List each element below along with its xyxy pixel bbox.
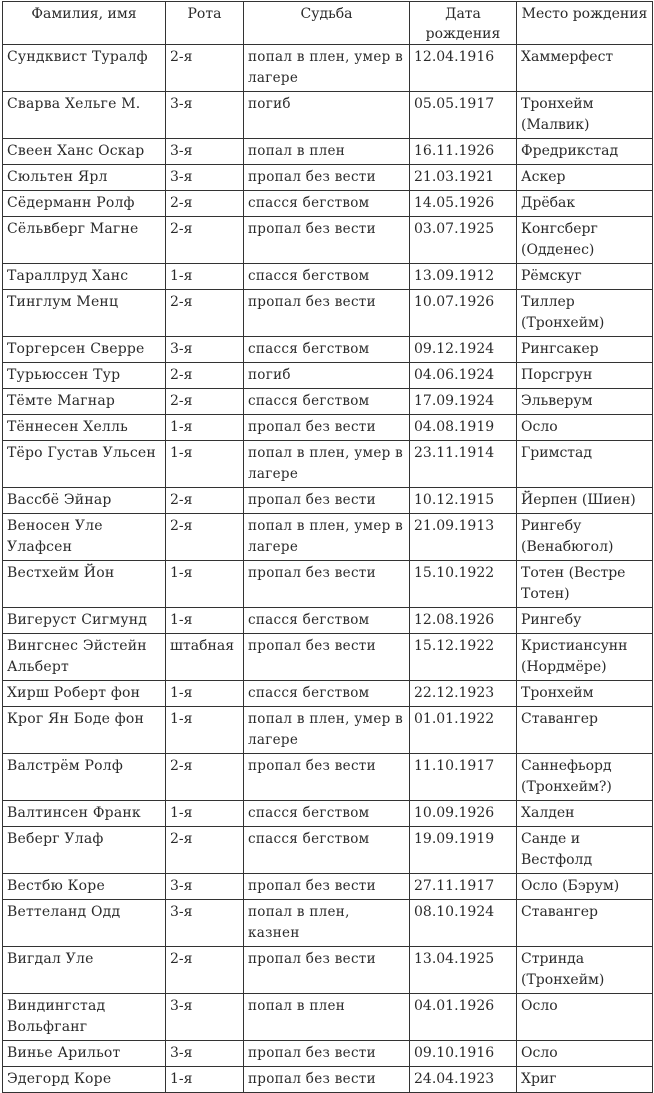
table-row xyxy=(3,415,653,441)
company-cell: 2-я xyxy=(166,514,244,561)
birth-place-cell: Рингебу (Венабюгол) xyxy=(517,514,653,561)
birth-date-cell: 27.11.1917 xyxy=(410,874,517,900)
fate-cell: спасся бегством xyxy=(244,191,410,217)
birth-date-cell: 05.05.1917 xyxy=(410,92,517,139)
name-cell: Сёльвберг Магне xyxy=(3,217,166,264)
company-cell: 1-я xyxy=(166,415,244,441)
birth-date-cell: 04.06.1924 xyxy=(410,363,517,389)
fate-cell: попал в плен xyxy=(244,994,410,1041)
name-cell: Сюльтен Ярл xyxy=(3,165,166,191)
table-row xyxy=(3,290,653,337)
birth-date-cell: 10.09.1926 xyxy=(410,801,517,827)
header-name: Фамилия, имя xyxy=(3,2,166,45)
birth-date-cell: 15.12.1922 xyxy=(410,634,517,681)
table-row xyxy=(3,707,653,754)
company-cell: 3-я xyxy=(166,337,244,363)
birth-place-cell: Рёмскуг xyxy=(517,264,653,290)
table-row xyxy=(3,92,653,139)
birth-place-cell: Фредрикстад xyxy=(517,139,653,165)
header-row xyxy=(3,2,653,45)
table-row xyxy=(3,608,653,634)
birth-place-cell: Конгсберг (Одденес) xyxy=(517,217,653,264)
name-cell: Вассбё Эйнар xyxy=(3,488,166,514)
fate-cell: спасся бегством xyxy=(244,681,410,707)
birth-place-cell: Осло xyxy=(517,415,653,441)
fate-cell: погиб xyxy=(244,92,410,139)
birth-date-cell: 21.09.1913 xyxy=(410,514,517,561)
birth-place-cell: Гримстад xyxy=(517,441,653,488)
name-cell: Тённесен Хелль xyxy=(3,415,166,441)
fate-cell: пропал без вести xyxy=(244,217,410,264)
header-birth-place: Место рождения xyxy=(517,2,653,45)
birth-date-cell: 01.01.1922 xyxy=(410,707,517,754)
name-cell: Тараллруд Ханс xyxy=(3,264,166,290)
table-row xyxy=(3,1067,653,1093)
name-cell: Виндингстад Вольфганг xyxy=(3,994,166,1041)
birth-date-cell: 22.12.1923 xyxy=(410,681,517,707)
table-row xyxy=(3,191,653,217)
birth-date-cell: 16.11.1926 xyxy=(410,139,517,165)
birth-date-cell: 03.07.1925 xyxy=(410,217,517,264)
table-row xyxy=(3,1041,653,1067)
table-row xyxy=(3,45,653,92)
fate-cell: попал в плен, казнен xyxy=(244,900,410,947)
birth-date-cell: 17.09.1924 xyxy=(410,389,517,415)
table-row xyxy=(3,363,653,389)
name-cell: Веберг Улаф xyxy=(3,827,166,874)
birth-place-cell: Санде и Вестфолд xyxy=(517,827,653,874)
table-row xyxy=(3,754,653,801)
name-cell: Тёро Густав Ульсен xyxy=(3,441,166,488)
name-cell: Хирш Роберт фон xyxy=(3,681,166,707)
birth-date-cell: 11.10.1917 xyxy=(410,754,517,801)
company-cell: 1-я xyxy=(166,608,244,634)
company-cell: 3-я xyxy=(166,139,244,165)
table-row xyxy=(3,801,653,827)
table-row xyxy=(3,947,653,994)
fate-cell: пропал без вести xyxy=(244,290,410,337)
fate-cell: спасся бегством xyxy=(244,827,410,874)
birth-place-cell: Эльверум xyxy=(517,389,653,415)
name-cell: Свеен Ханс Оскар xyxy=(3,139,166,165)
name-cell: Торгерсен Сверре xyxy=(3,337,166,363)
fate-cell: пропал без вести xyxy=(244,634,410,681)
company-cell: 3-я xyxy=(166,92,244,139)
birth-date-cell: 04.01.1926 xyxy=(410,994,517,1041)
company-cell: 2-я xyxy=(166,389,244,415)
fate-cell: спасся бегством xyxy=(244,389,410,415)
fate-cell: пропал без вести xyxy=(244,165,410,191)
fate-cell: пропал без вести xyxy=(244,415,410,441)
birth-date-cell: 15.10.1922 xyxy=(410,561,517,608)
table-row xyxy=(3,561,653,608)
company-cell: 3-я xyxy=(166,900,244,947)
company-cell: 3-я xyxy=(166,1041,244,1067)
birth-place-cell: Тиллер (Тронхейм) xyxy=(517,290,653,337)
fate-cell: попал в плен, умер в лагере xyxy=(244,707,410,754)
birth-place-cell: Ставангер xyxy=(517,900,653,947)
birth-place-cell: Саннефьорд (Тронхейм?) xyxy=(517,754,653,801)
name-cell: Турьюссен Тур xyxy=(3,363,166,389)
fate-cell: попал в плен xyxy=(244,139,410,165)
fate-cell: спасся бегством xyxy=(244,801,410,827)
company-cell: 1-я xyxy=(166,707,244,754)
fate-cell: спасся бегством xyxy=(244,608,410,634)
birth-place-cell: Стринда (Тронхейм) xyxy=(517,947,653,994)
birth-place-cell: Аскер xyxy=(517,165,653,191)
fate-cell: пропал без вести xyxy=(244,1067,410,1093)
birth-date-cell: 14.05.1926 xyxy=(410,191,517,217)
birth-date-cell: 10.12.1915 xyxy=(410,488,517,514)
table-row xyxy=(3,994,653,1041)
birth-place-cell: Осло xyxy=(517,1041,653,1067)
name-cell: Валтинсен Франк xyxy=(3,801,166,827)
fate-cell: пропал без вести xyxy=(244,947,410,994)
company-cell: штабная xyxy=(166,634,244,681)
name-cell: Вестбю Коре xyxy=(3,874,166,900)
table-row xyxy=(3,139,653,165)
birth-date-cell: 09.10.1916 xyxy=(410,1041,517,1067)
birth-place-cell: Порсгрун xyxy=(517,363,653,389)
name-cell: Веносен Уле Улафсен xyxy=(3,514,166,561)
company-cell: 2-я xyxy=(166,363,244,389)
soldiers-table xyxy=(2,1,653,1093)
birth-place-cell: Тронхейм (Малвик) xyxy=(517,92,653,139)
birth-place-cell: Йерпен (Шиен) xyxy=(517,488,653,514)
company-cell: 1-я xyxy=(166,801,244,827)
birth-place-cell: Тотен (Вестре Тотен) xyxy=(517,561,653,608)
name-cell: Эдегорд Коре xyxy=(3,1067,166,1093)
fate-cell: попал в плен, умер в лагере xyxy=(244,514,410,561)
company-cell: 3-я xyxy=(166,994,244,1041)
company-cell: 2-я xyxy=(166,45,244,92)
table-row xyxy=(3,441,653,488)
birth-date-cell: 12.04.1916 xyxy=(410,45,517,92)
company-cell: 3-я xyxy=(166,165,244,191)
fate-cell: пропал без вести xyxy=(244,1041,410,1067)
birth-place-cell: Осло (Бэрум) xyxy=(517,874,653,900)
company-cell: 2-я xyxy=(166,488,244,514)
table-row xyxy=(3,874,653,900)
name-cell: Тинглум Менц xyxy=(3,290,166,337)
birth-date-cell: 13.04.1925 xyxy=(410,947,517,994)
birth-place-cell: Хаммерфест xyxy=(517,45,653,92)
birth-place-cell: Ставангер xyxy=(517,707,653,754)
company-cell: 1-я xyxy=(166,441,244,488)
fate-cell: попал в плен, умер в лагере xyxy=(244,45,410,92)
birth-date-cell: 09.12.1924 xyxy=(410,337,517,363)
company-cell: 2-я xyxy=(166,191,244,217)
birth-date-cell: 13.09.1912 xyxy=(410,264,517,290)
table-row xyxy=(3,827,653,874)
birth-date-cell: 21.03.1921 xyxy=(410,165,517,191)
company-cell: 1-я xyxy=(166,264,244,290)
birth-date-cell: 04.08.1919 xyxy=(410,415,517,441)
fate-cell: пропал без вести xyxy=(244,874,410,900)
birth-place-cell: Осло xyxy=(517,994,653,1041)
fate-cell: попал в плен, умер в лагере xyxy=(244,441,410,488)
table-row xyxy=(3,634,653,681)
fate-cell: пропал без вести xyxy=(244,561,410,608)
name-cell: Вигеруст Сигмунд xyxy=(3,608,166,634)
birth-place-cell: Хриг xyxy=(517,1067,653,1093)
table-row xyxy=(3,264,653,290)
header-fate: Судьба xyxy=(244,2,410,45)
header-company: Рота xyxy=(166,2,244,45)
name-cell: Вингснес Эйстейн Альберт xyxy=(3,634,166,681)
company-cell: 2-я xyxy=(166,827,244,874)
table-row xyxy=(3,900,653,947)
header-birth-date: Дата рождения xyxy=(410,2,517,45)
company-cell: 2-я xyxy=(166,217,244,264)
fate-cell: спасся бегством xyxy=(244,337,410,363)
birth-date-cell: 10.07.1926 xyxy=(410,290,517,337)
table-row xyxy=(3,389,653,415)
name-cell: Тёмте Магнар xyxy=(3,389,166,415)
company-cell: 1-я xyxy=(166,561,244,608)
company-cell: 1-я xyxy=(166,681,244,707)
birth-place-cell: Тронхейм xyxy=(517,681,653,707)
birth-date-cell: 19.09.1919 xyxy=(410,827,517,874)
name-cell: Крог Ян Боде фон xyxy=(3,707,166,754)
fate-cell: спасся бегством xyxy=(244,264,410,290)
table-row xyxy=(3,488,653,514)
birth-place-cell: Кристиансунн (Нордмёре) xyxy=(517,634,653,681)
table-row xyxy=(3,681,653,707)
name-cell: Вестхейм Йон xyxy=(3,561,166,608)
name-cell: Веттеланд Одд xyxy=(3,900,166,947)
company-cell: 2-я xyxy=(166,754,244,801)
name-cell: Винье Арильот xyxy=(3,1041,166,1067)
name-cell: Валстрём Ролф xyxy=(3,754,166,801)
name-cell: Сундквист Туралф xyxy=(3,45,166,92)
birth-date-cell: 12.08.1926 xyxy=(410,608,517,634)
fate-cell: пропал без вести xyxy=(244,488,410,514)
company-cell: 1-я xyxy=(166,1067,244,1093)
birth-place-cell: Рингсакер xyxy=(517,337,653,363)
birth-place-cell: Рингебу xyxy=(517,608,653,634)
name-cell: Вигдал Уле xyxy=(3,947,166,994)
birth-date-cell: 23.11.1914 xyxy=(410,441,517,488)
birth-place-cell: Халден xyxy=(517,801,653,827)
birth-place-cell: Дрёбак xyxy=(517,191,653,217)
company-cell: 3-я xyxy=(166,874,244,900)
name-cell: Сёдерманн Ролф xyxy=(3,191,166,217)
company-cell: 2-я xyxy=(166,947,244,994)
table-row xyxy=(3,337,653,363)
table-row xyxy=(3,165,653,191)
table-row xyxy=(3,514,653,561)
fate-cell: пропал без вести xyxy=(244,754,410,801)
company-cell: 2-я xyxy=(166,290,244,337)
name-cell: Сварва Хельге М. xyxy=(3,92,166,139)
table-row xyxy=(3,217,653,264)
birth-date-cell: 08.10.1924 xyxy=(410,900,517,947)
birth-date-cell: 24.04.1923 xyxy=(410,1067,517,1093)
fate-cell: погиб xyxy=(244,363,410,389)
